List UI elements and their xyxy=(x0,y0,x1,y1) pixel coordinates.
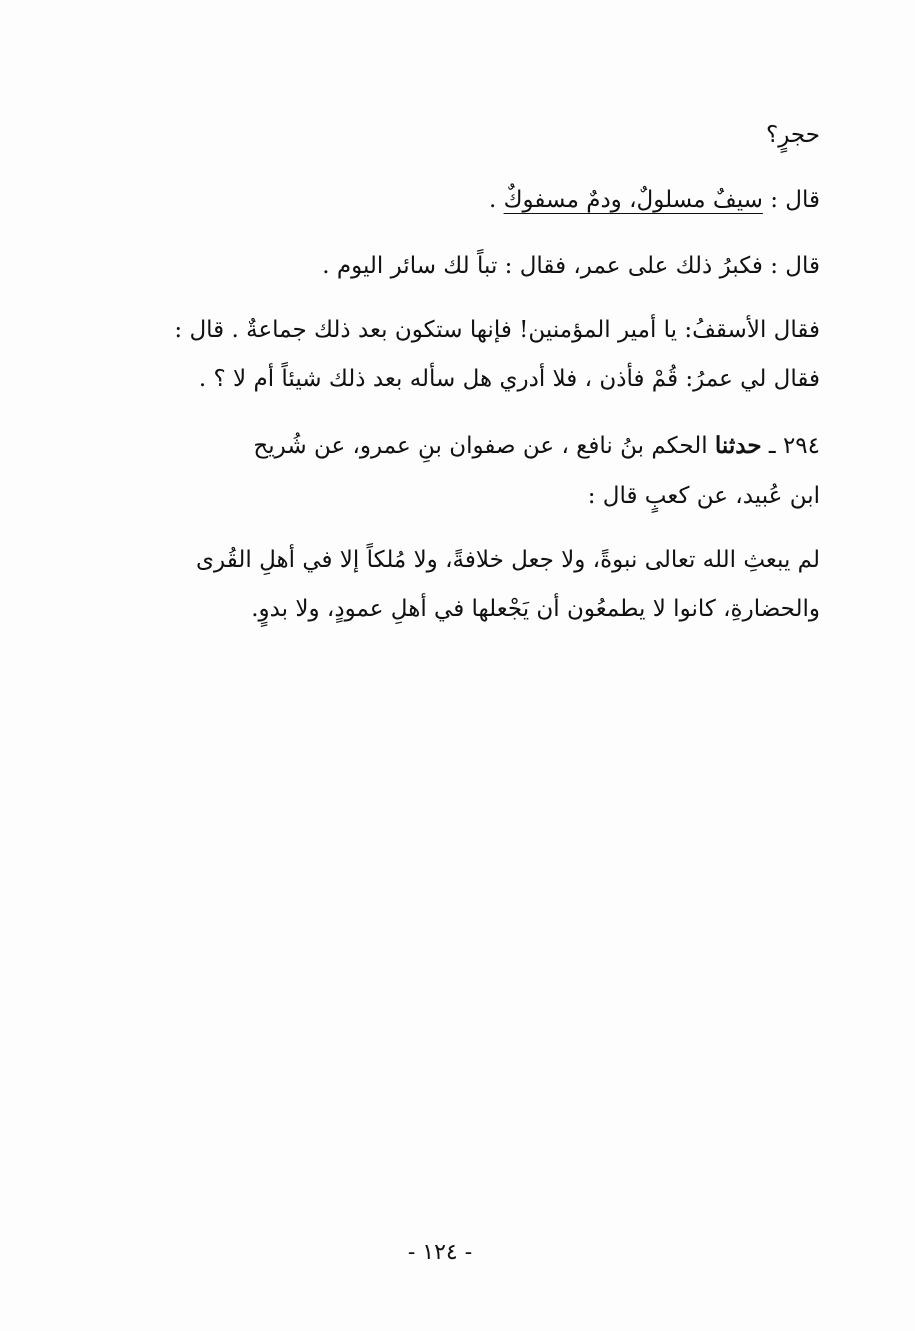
text-line-7: ابن عُبيد، عن كعبٍ قال : xyxy=(587,483,820,509)
line-2-underlined-phrase: سيفٌ مسلولٌ، ودمٌ مسفوكٌ xyxy=(503,187,763,213)
hadith-opening-word: حدثنا xyxy=(714,432,762,459)
text-line-5: فقال لي عمرُ: قُمْ فأذن ، فلا أدري هل سأله بعد ذلك شيئاً أم لا ؟ . xyxy=(198,366,820,392)
line-6-rest: الحكم بنُ نافع ، عن صفوان بنِ عمرو، عن شُريح xyxy=(253,433,715,459)
text-line-1: حجرٍ؟ xyxy=(766,122,820,148)
text-line-3: قال : فكبرُ ذلك على عمر، فقال : تباً لك سائر اليوم . xyxy=(322,253,820,279)
page-number: - ١٢٤ - xyxy=(407,1240,473,1265)
hadith-number: ٢٩٤ ـ xyxy=(761,433,820,459)
text-line-6 xyxy=(253,429,820,463)
text-line-4: فقال الأسقفُ: يا أمير المؤمنين! فإنها ستكون بعد ذلك جماعةٌ . قال : xyxy=(174,317,820,343)
text-line-2 xyxy=(489,183,820,217)
text-line-9: والحضارةِ، كانوا لا يطمعُون أن يَجْعلها في أهلِ عمودٍ، ولا بدوٍ. xyxy=(251,596,820,622)
text-line-8: لم يبعثِ الله تعالى نبوةً، ولا جعل خلافةً، ولا مُلكاً إلا في أهلِ القُرى xyxy=(196,547,820,573)
line-2-prefix: قال : xyxy=(762,187,820,213)
line-2-suffix: . xyxy=(488,187,504,213)
